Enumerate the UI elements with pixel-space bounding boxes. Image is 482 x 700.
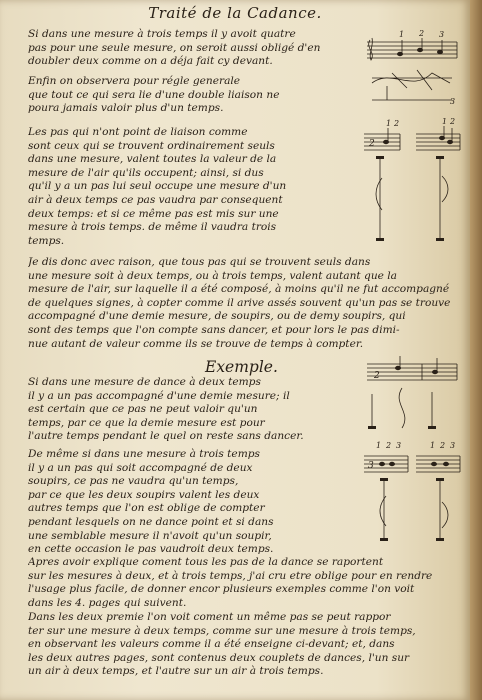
- text-line: un air à deux temps, et l'autre sur un air à trois temps.: [28, 665, 324, 678]
- text-line: il y a un pas qui soit accompagné de deux: [28, 461, 253, 474]
- meter-label: 2: [369, 139, 375, 149]
- text-line: pas pour une seule mesure, on seroit aussi obligé d'en: [28, 41, 321, 54]
- paragraph-3: [28, 126, 358, 248]
- text-line: doubler deux comme on a déja fait cy devant.: [28, 55, 273, 68]
- text-line: deux temps: et si ce même pas est mis sur une: [28, 207, 279, 220]
- meter-label: 3: [368, 461, 374, 471]
- text-line: mesure de l'air qu'ils occupent; ainsi, si dus: [28, 166, 264, 179]
- text-line: est certain que ce pas ne peut valoir qu'un: [28, 403, 258, 416]
- text-line: Les pas qui n'ont point de liaison comme: [28, 126, 248, 138]
- text-line: autres temps que l'on est oblige de compter: [28, 502, 265, 515]
- paragraph-8: [28, 611, 460, 679]
- count-label: 3: [396, 441, 402, 450]
- text-line: en observant les valeurs comme il a été enseigne ci-devant; et, dans: [28, 638, 395, 651]
- text-line: sur les mesures à deux, et à trois temps, j'ai cru etre oblige pour en rendre: [28, 569, 433, 582]
- count-label: 3: [450, 441, 456, 450]
- text-line: l'autre temps pendant le quel on reste sans dancer.: [28, 430, 304, 443]
- count-label: 1: [399, 30, 405, 39]
- count-label: 1: [376, 441, 382, 450]
- paragraph-1: [28, 28, 358, 69]
- count-label: 1: [430, 441, 436, 450]
- text-line: Si dans une mesure de dance à deux temps: [28, 376, 261, 388]
- text-line: mesure de l'air, sur laquelle il a été composé, à moins qu'il ne fut accompagné: [28, 283, 450, 296]
- text-line: nue autant de valeur comme ils se trouve de temps à compter.: [28, 337, 364, 350]
- paragraph-4: [28, 256, 458, 351]
- page-edge: [470, 0, 482, 700]
- paragraph-2: [28, 75, 358, 116]
- music-figure-4: [360, 440, 464, 552]
- text-line: Dans les deux premie l'on voit coment un même pas se peut rappor: [28, 611, 391, 623]
- paragraph-5: [28, 376, 363, 444]
- text-line: dans une mesure, valent toutes la valeur de la: [28, 153, 277, 166]
- count-label: 2: [440, 441, 446, 450]
- count-label: 1: [442, 118, 448, 126]
- text-line: les deux autres pages, sont contenus deux couplets de dances, l'un sur: [28, 651, 410, 664]
- text-line: Enfin on observera pour régle generale: [28, 75, 241, 87]
- music-figure-3: [362, 354, 462, 434]
- text-line: mesure à trois temps. de même il vaudra trois: [28, 221, 277, 234]
- count-label: 3: [439, 30, 445, 39]
- text-line: dans les 4. pages qui suivent.: [28, 596, 187, 609]
- text-line: sont des temps que l'on compte sans dancer, et pour lors le pas dimi-: [28, 323, 400, 336]
- text-line: De même si dans une mesure à trois temps: [28, 448, 260, 460]
- text-line: sont ceux qui se trouvent ordinairement seuls: [28, 139, 275, 152]
- paragraph-7: [28, 556, 460, 610]
- text-line: une mesure soit à deux temps, ou à trois temps, valent autant que la: [28, 269, 397, 282]
- text-line: ter sur une mesure à deux temps, comme sur une mesure à trois temps,: [28, 624, 416, 637]
- text-line: soupirs, ce pas ne vaudra qu'un temps,: [28, 475, 239, 488]
- paragraph-6: [28, 448, 363, 557]
- text-line: l'usage plus facile, de donner encor plusieurs exemples comme l'on voit: [28, 583, 415, 596]
- text-line: en cette occasion le pas vaudroit deux temps.: [28, 543, 274, 556]
- text-line: par ce que les deux soupirs valent les deux: [28, 488, 260, 501]
- count-label: 2: [419, 29, 425, 38]
- exemple-heading: Exemple.: [205, 358, 278, 376]
- count-label: 2: [450, 118, 456, 126]
- music-figure-2: [360, 118, 464, 253]
- text-line: Apres avoir explique coment tous les pas de la dance se raportent: [28, 556, 384, 568]
- count-label: 2: [394, 119, 400, 128]
- page-header: Traité de la Cadance.: [148, 4, 322, 22]
- text-line: une semblable mesure il n'avoit qu'un soupir,: [28, 529, 272, 542]
- text-line: air à deux temps ce pas vaudra par consequent: [28, 193, 283, 206]
- text-line: que tout ce qui sera lie d'une double liaison ne: [28, 88, 280, 101]
- count-label: 3: [450, 97, 456, 106]
- music-figure-1: [362, 28, 462, 106]
- text-line: qu'il y a un pas lui seul occupe une mesure d'un: [28, 180, 287, 193]
- text-line: accompagné d'une demie mesure, de soupirs, ou de demy soupirs, qui: [28, 310, 406, 323]
- text-line: il y a un pas accompagné d'une demie mesure; il: [28, 389, 290, 402]
- meter-label: 2: [374, 371, 380, 381]
- count-label: 1: [386, 119, 392, 128]
- text-line: Si dans une mesure à trois temps il y avoit quatre: [28, 28, 296, 40]
- count-label: 2: [386, 441, 392, 450]
- text-line: Je dis donc avec raison, que tous pas qui se trouvent seuls dans: [28, 256, 371, 268]
- text-line: temps, par ce que la demie mesure est pour: [28, 416, 265, 429]
- text-line: pendant lesquels on ne dance point et si dans: [28, 515, 274, 528]
- text-line: de quelques signes, à copter comme il arive assés souvent qu'un pas se trouve: [28, 296, 451, 309]
- text-line: temps.: [28, 234, 65, 247]
- text-line: poura jamais valoir plus d'un temps.: [28, 102, 224, 115]
